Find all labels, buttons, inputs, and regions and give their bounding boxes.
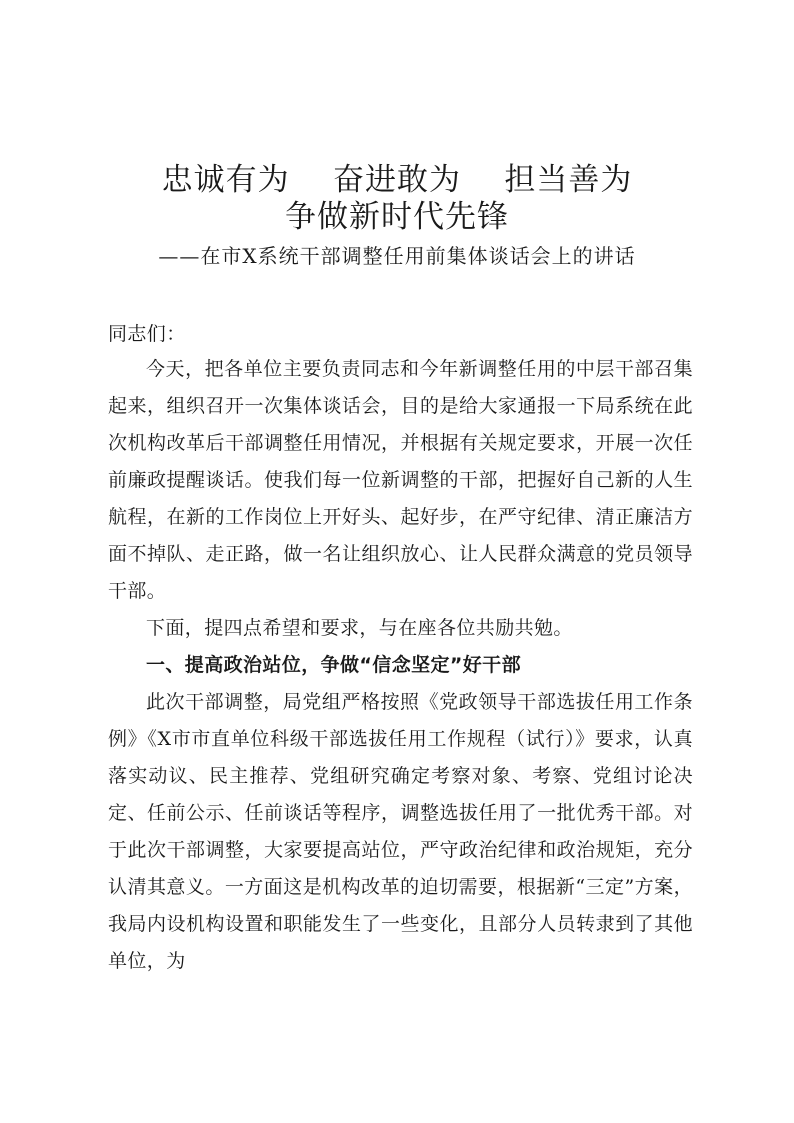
greeting: 同志们： — [108, 323, 186, 345]
paragraph-3: 此次干部调整，局党组严格按照《党政领导干部选拔任用工作条例》《X市市直单位科级干部选拔任用工作规程（试行）》要求，认真落实动议、民主推荐、党组研究确定考察对象、考察、党组讨论决定、任前公示、任前谈话等程序，调整选拔任用了一批优秀干部。对于此次干部调整，大家要提高站位，严守政治纪律和政治规矩，充分认清其意义。一方面这是机构改革的迫切需要，根据新“三定”方案，我局内设机构设置和职能发生了一些变化，且部分人员转隶到了其他单位，为 — [108, 691, 693, 972]
section-heading-1: 一、提高政治站位，争做“信念坚定”好干部 — [146, 654, 521, 676]
document-title-line-2: 争做新时代先锋 — [285, 199, 509, 235]
paragraph-1: 今天，把各单位主要负责同志和今年新调整任用的中层干部召集起来，组织召开一次集体谈话会，目的是给大家通报一下局系统在此次机构改革后干部调整任用情况，并根据有关规定要求，开展一次任前廉政提醒谈话。使我们每一位新调整的干部，把握好自己新的人生航程，在新的工作岗位上开好头、起好步，在严守纪律、清正廉洁方面不掉队、走正路，做一名让组织放心、让人民群众满意的党员领导干部。 — [108, 358, 693, 602]
document-title-line-1 — [0, 162, 794, 198]
title-part-2: 奋进敢为 — [333, 162, 461, 198]
document-subtitle: ——在市X系统干部调整任用前集体谈话会上的讲话 — [158, 244, 636, 268]
title-part-3: 担当善为 — [504, 162, 633, 198]
paragraph-2: 下面，提四点希望和要求，与在座各位共励共勉。 — [146, 617, 573, 639]
title-part-1: 忠诚有为 — [161, 162, 290, 198]
